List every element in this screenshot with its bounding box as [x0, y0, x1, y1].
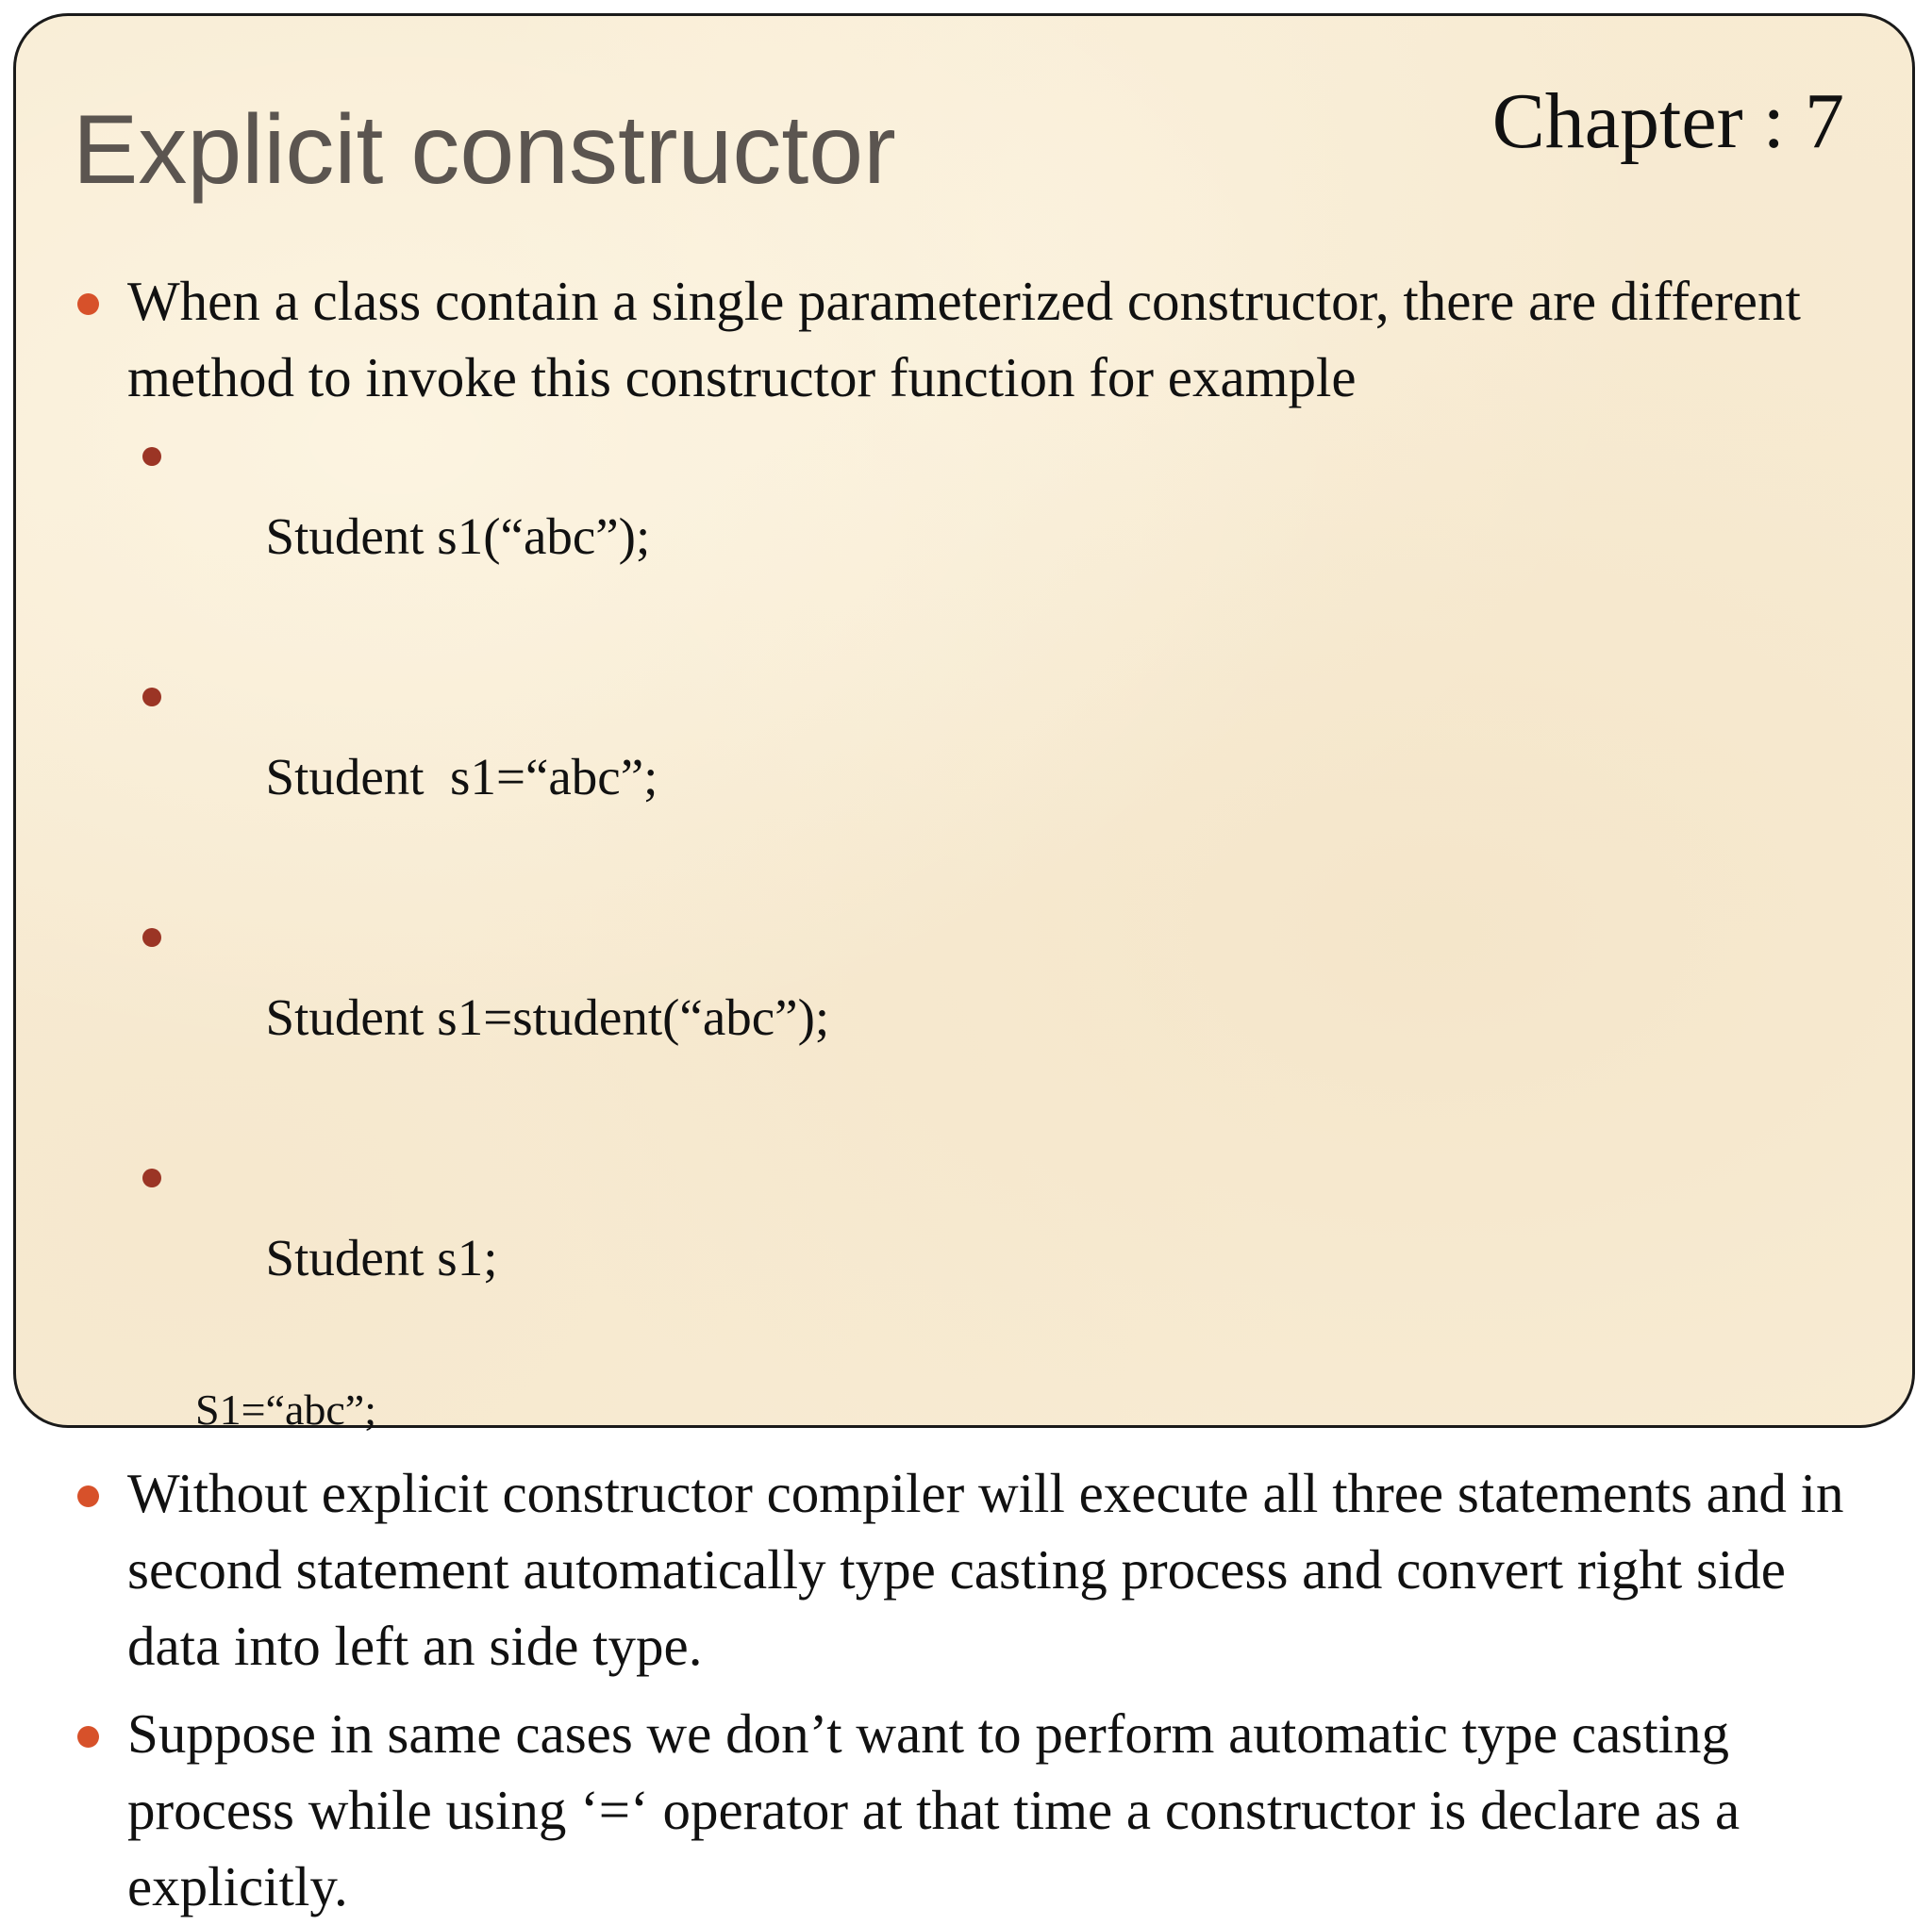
bullet-item — [16, 1696, 1918, 1925]
sub-bullet-item — [16, 656, 1918, 897]
sub-bullet-dot-icon — [142, 928, 161, 947]
sub-bullet-item — [16, 1137, 1918, 1378]
sub-bullet-continuation: S1=“abc”; — [195, 1386, 376, 1434]
sub-bullet-text: Student s1=student(“abc”); — [265, 988, 830, 1046]
bullet-dot-icon — [77, 1485, 99, 1507]
sub-bullet-text: Student s1(“abc”); — [265, 507, 651, 565]
bullet-text: When a class contain a single parameterized constructor, there are different method to invoke this constructor function for example — [127, 270, 1801, 408]
sub-bullet-dot-icon — [142, 447, 161, 466]
slide-title: Explicit constructor — [73, 95, 896, 205]
sub-bullet-item — [16, 416, 1918, 656]
slide — [13, 13, 1915, 1917]
slide-body — [16, 263, 1918, 1925]
chapter-label: Chapter : 7 — [1491, 77, 1844, 165]
bullet-item — [16, 1455, 1918, 1684]
sub-bullet-text: Student s1=“abc”; — [265, 748, 658, 805]
sub-bullet-dot-icon — [142, 1169, 161, 1187]
sub-bullet-dot-icon — [142, 688, 161, 706]
bullet-text: Suppose in same cases we don’t want to perform automatic type casting process while using ‘=‘ operator at that time a constructor is declare as a explicitly. — [127, 1702, 1740, 1917]
bullet-text: Without explicit constructor compiler will execute all three statements and in second statement automatically type casting process and convert right side data into left an side type. — [127, 1462, 1844, 1677]
bullet-item — [16, 263, 1918, 416]
sub-bullet-text: Student s1; — [265, 1229, 498, 1286]
sub-bullet-item — [16, 897, 1918, 1137]
bullet-dot-icon — [77, 1726, 99, 1748]
bullet-dot-icon — [77, 293, 99, 315]
